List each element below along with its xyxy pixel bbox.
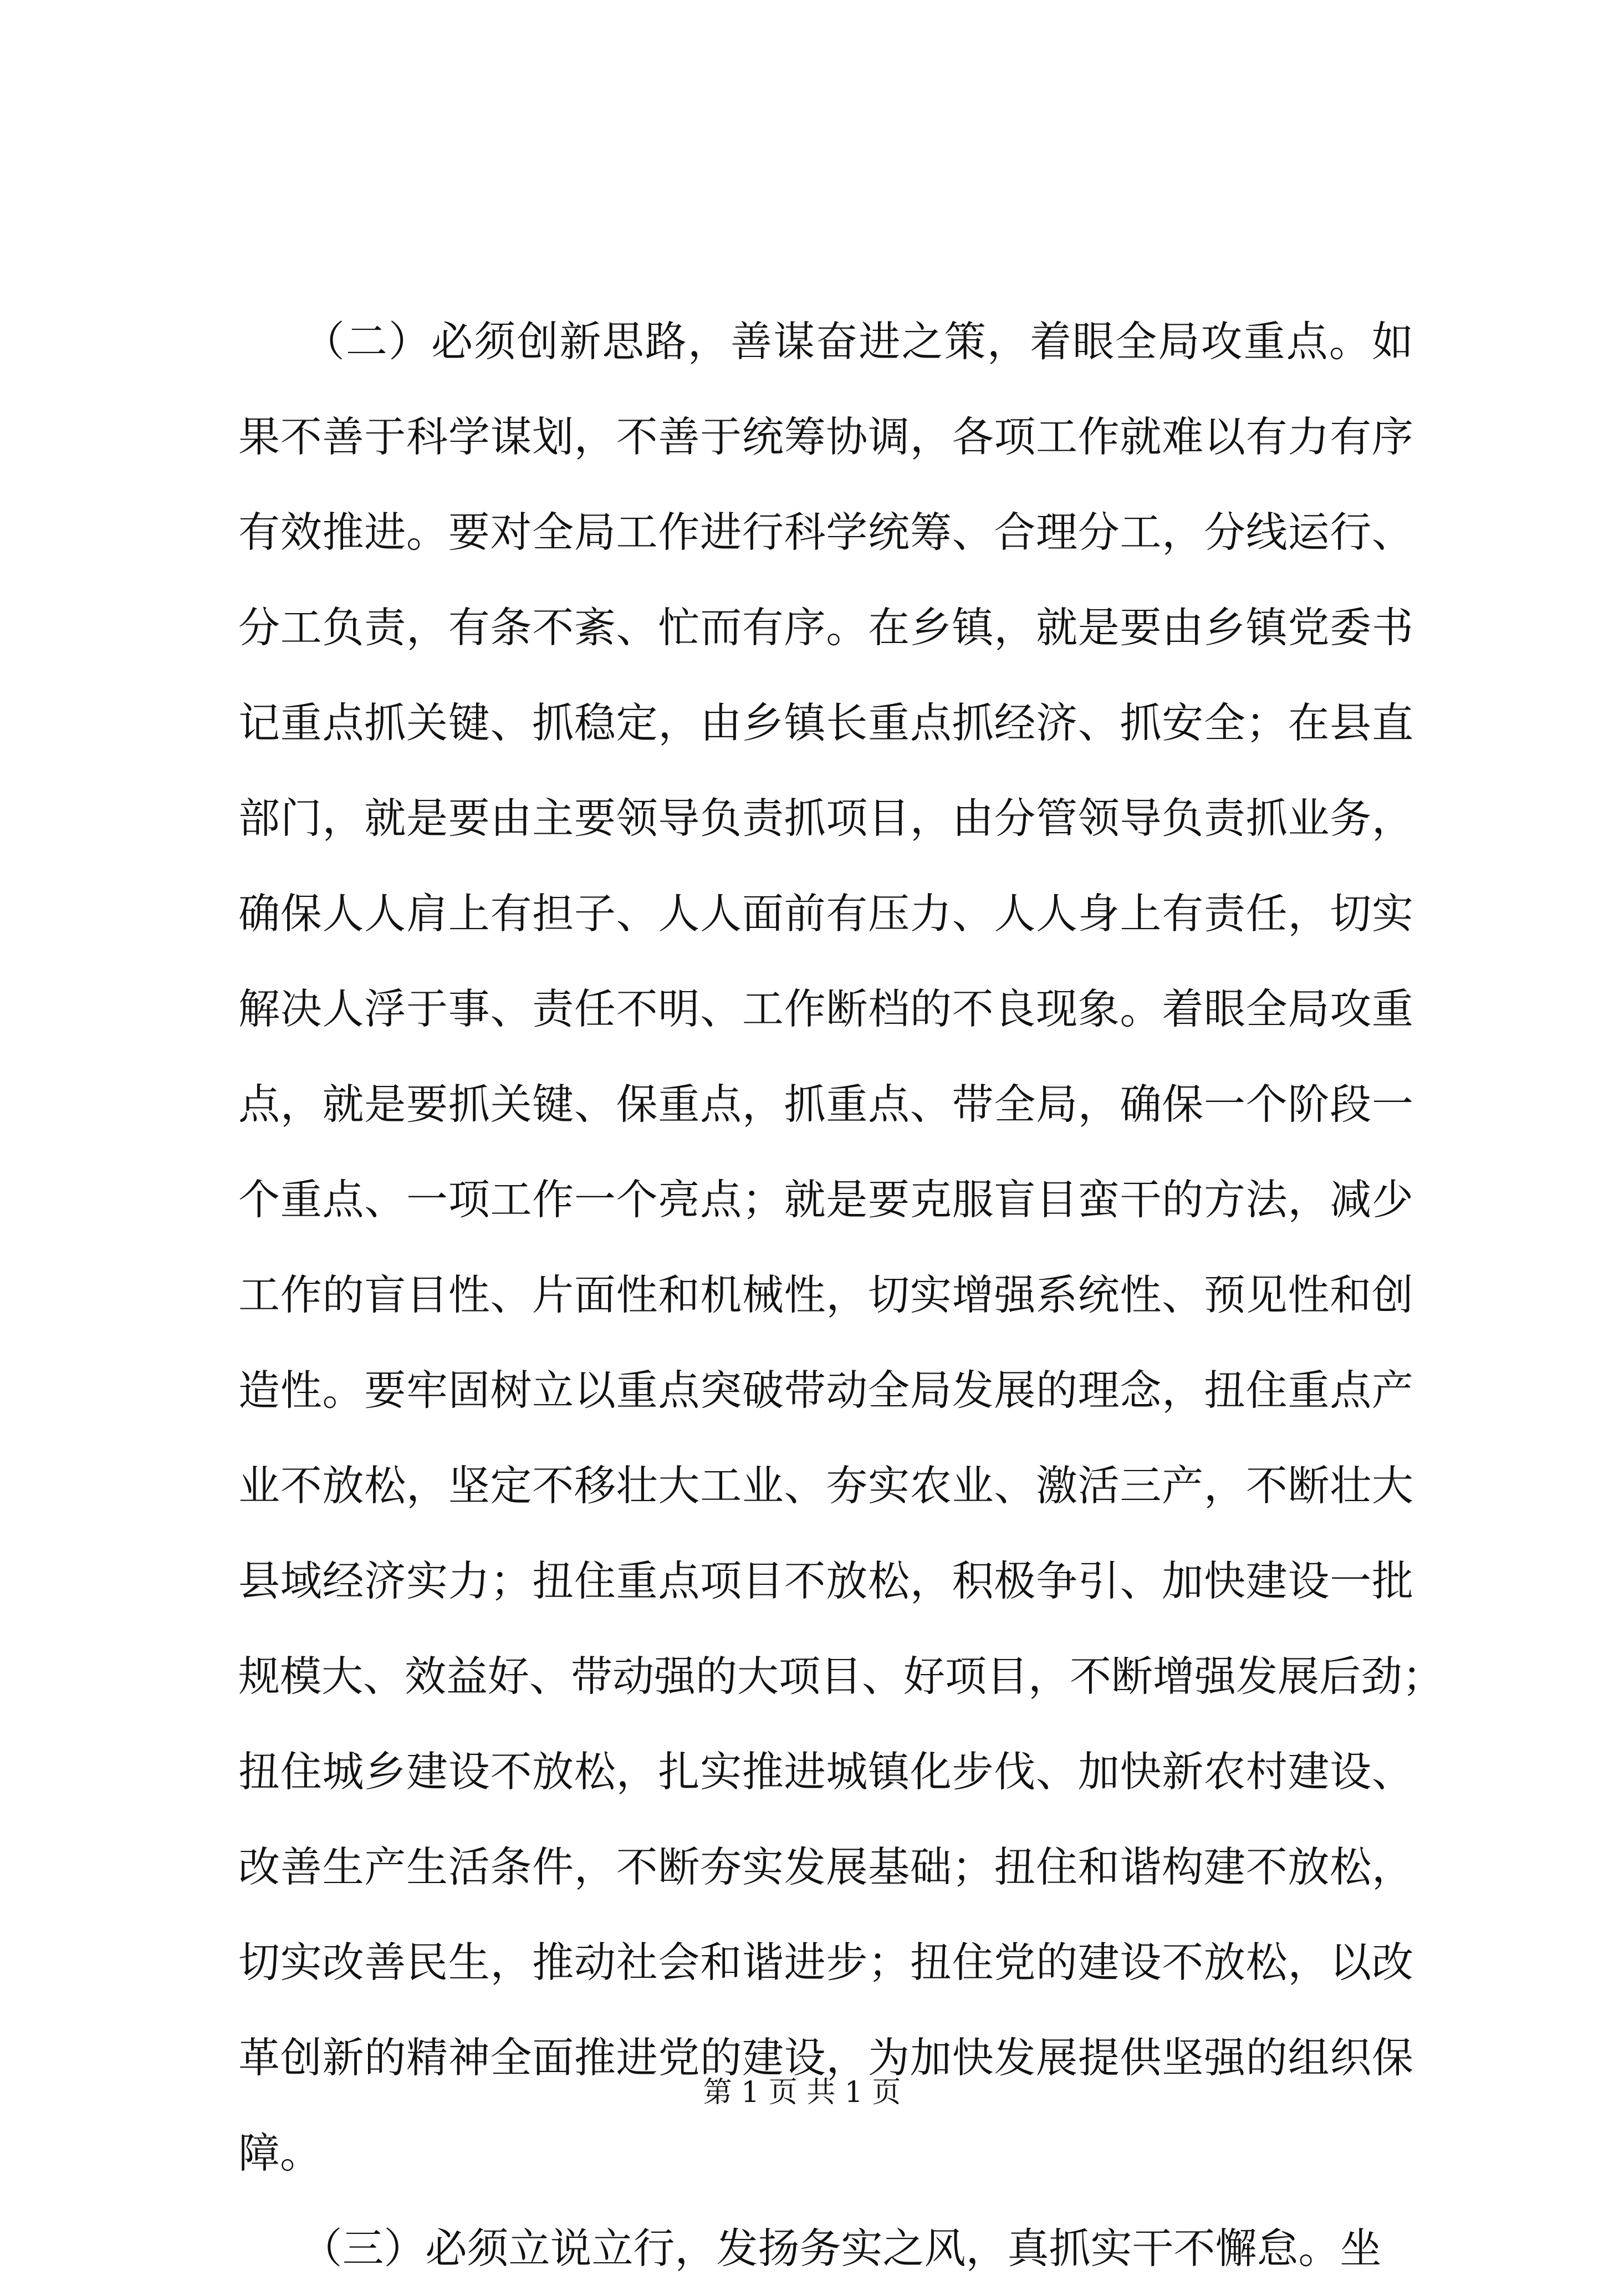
text-line: 有效推进。要对全局工作进行科学统筹、合理分工，分线运行、 bbox=[238, 508, 1413, 557]
text-line: 造性。要牢固树立以重点突破带动全局发展的理念，扭住重点产 bbox=[238, 1366, 1413, 1415]
text-line: 个重点、一项工作一个亮点；就是要克服盲目蛮干的方法，减少 bbox=[238, 1175, 1413, 1224]
text-line: 果不善于科学谋划，不善于统筹协调，各项工作就难以有力有序 bbox=[238, 412, 1413, 461]
text-line: 确保人人肩上有担子、人人面前有压力、人人身上有责任，切实 bbox=[238, 889, 1413, 938]
text-line: 规模大、效益好、带动强的大项目、好项目，不断增强发展后劲； bbox=[238, 1652, 1444, 1701]
text-line: （三）必须立说立行，发扬务实之风，真抓实干不懈怠。坐 bbox=[238, 2224, 1382, 2273]
body-text bbox=[238, 294, 1444, 2296]
text-line: 革创新的精神全面推进党的建设，为加快发展提供坚强的组织保 bbox=[238, 2033, 1413, 2082]
text-line: 扭住城乡建设不放松，扎实推进城镇化步伐、加快新农村建设、 bbox=[238, 1747, 1413, 1796]
text-line: 解决人浮于事、责任不明、工作断档的不良现象。着眼全局攻重 bbox=[238, 984, 1413, 1033]
text-line: 部门，就是要由主要领导负责抓项目，由分管领导负责抓业务， bbox=[238, 794, 1413, 843]
text-line: 改善生产生活条件，不断夯实发展基础；扭住和谐构建不放松， bbox=[238, 1843, 1413, 1891]
text-line: 分工负责，有条不紊、忙而有序。在乡镇，就是要由乡镇党委书 bbox=[238, 603, 1413, 652]
page-footer: 第 1 页 共 1 页 bbox=[703, 2076, 901, 2109]
text-line: 记重点抓关键、抓稳定，由乡镇长重点抓经济、抓安全；在县直 bbox=[238, 698, 1413, 747]
text-line: 障。 bbox=[238, 2129, 322, 2177]
text-line: 工作的盲目性、片面性和机械性，切实增强系统性、预见性和创 bbox=[238, 1271, 1413, 1319]
text-line: 县域经济实力；扭住重点项目不放松，积极争引、加快建设一批 bbox=[238, 1557, 1413, 1605]
text-line: （二）必须创新思路，善谋奋进之策，着眼全局攻重点。如 bbox=[238, 317, 1413, 366]
text-line: 业不放松，坚定不移壮大工业、夯实农业、激活三产，不断壮大 bbox=[238, 1461, 1413, 1510]
text-line: 点，就是要抓关键、保重点，抓重点、带全局，确保一个阶段一 bbox=[238, 1080, 1413, 1129]
text-line: 切实改善民生，推动社会和谐进步；扭住党的建设不放松，以改 bbox=[238, 1938, 1413, 1987]
